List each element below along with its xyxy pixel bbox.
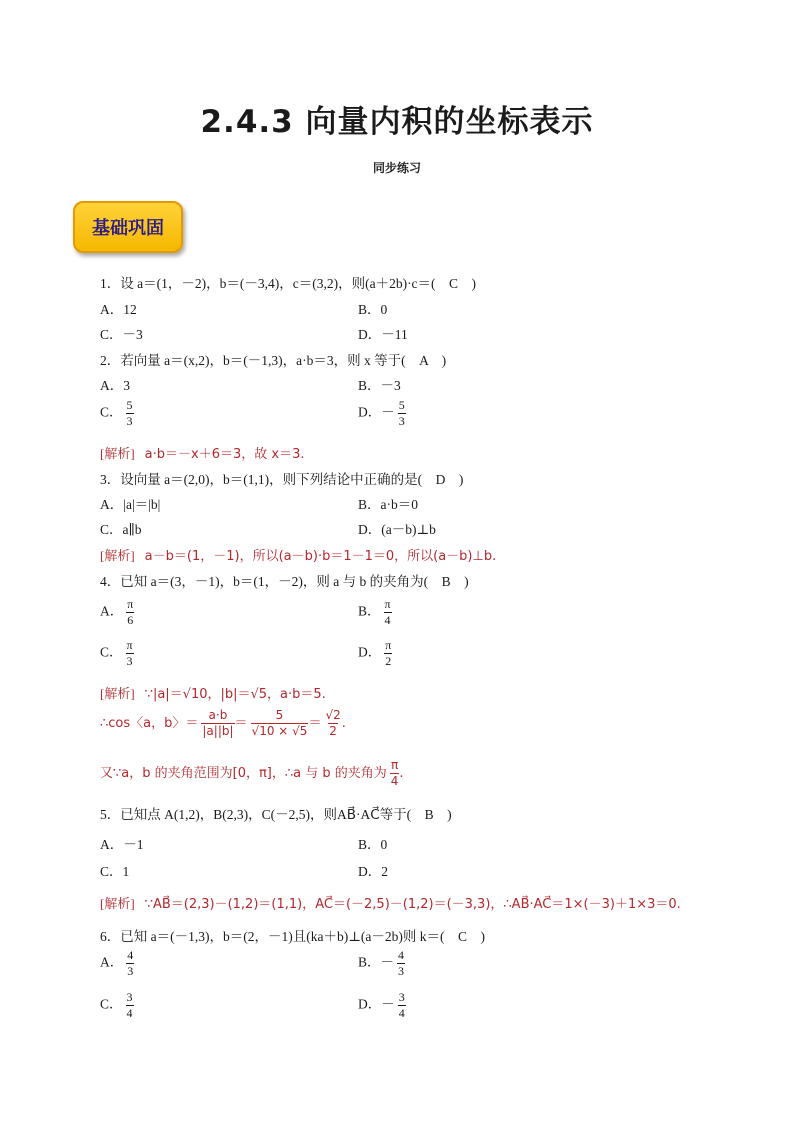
question-6-stem: 6．已知 a＝(－1,3)，b＝(2，－1)且(ka＋b)⊥(a－2b)则 k＝( C ) bbox=[100, 929, 486, 944]
analysis-text: ∵AB⃗＝(2,3)－(1,2)＝(1,1)，AC⃗＝(－2,5)－(1,2)＝(－3,3)，∴AB⃗·AC⃗＝1×(－3)＋1×3＝0. bbox=[144, 897, 681, 912]
question-4-analysis-line-3 bbox=[100, 758, 404, 789]
analysis-fraction-2 bbox=[251, 708, 309, 739]
analysis-tag: [解析] bbox=[100, 446, 135, 461]
fraction-denominator: 2 bbox=[329, 724, 337, 738]
question-5-option-a: A．－1 bbox=[100, 837, 144, 852]
fraction-denominator: 2 bbox=[385, 654, 392, 668]
question-1-option-c: C．－3 bbox=[100, 327, 143, 342]
question-2-option-c bbox=[100, 398, 134, 429]
equals-sign: ＝ bbox=[234, 716, 248, 731]
question-6-option-d bbox=[358, 990, 406, 1021]
fraction-numerator: 5 bbox=[126, 398, 133, 412]
option-fraction bbox=[384, 638, 392, 669]
option-label: D． bbox=[358, 644, 382, 660]
question-2-option-b: B．－3 bbox=[358, 378, 401, 393]
fraction-denominator: 6 bbox=[127, 613, 134, 627]
option-label: B．－ bbox=[358, 954, 395, 970]
analysis-text: 又∵a，b 的夹角范围为[0，π]，∴a 与 b 的夹角为 bbox=[100, 766, 387, 781]
fraction-denominator: 3 bbox=[398, 964, 405, 978]
fraction-denominator: √10 × √5 bbox=[251, 724, 308, 738]
fraction-numerator: 3 bbox=[398, 990, 405, 1004]
question-1-stem: 1．设 a＝(1，－2)，b＝(－3,4)，c＝(3,2)，则(a＋2b)·c＝( C ) bbox=[100, 276, 477, 291]
option-label: C． bbox=[100, 644, 123, 660]
fraction-numerator: 5 bbox=[398, 398, 405, 412]
fraction-denominator: 4 bbox=[398, 1006, 405, 1020]
question-3-stem: 3．设向量 a＝(2,0)，b＝(1,1)，则下列结论中正确的是( D ) bbox=[100, 472, 464, 487]
question-2-stem: 2．若向量 a＝(x,2)，b＝(－1,3)，a·b＝3，则 x 等于( A ) bbox=[100, 353, 447, 368]
option-fraction bbox=[397, 948, 405, 979]
question-3-option-d: D．(a－b)⊥b bbox=[358, 522, 436, 537]
option-label: A． bbox=[100, 603, 124, 619]
option-fraction bbox=[126, 638, 134, 669]
question-6-option-a bbox=[100, 948, 134, 979]
equals-sign: ＝ bbox=[308, 716, 322, 731]
fraction-numerator: π bbox=[127, 597, 134, 611]
question-4-analysis-line-2 bbox=[100, 708, 346, 739]
question-5-option-b: B．0 bbox=[358, 837, 388, 852]
analysis-tag: [解析] bbox=[100, 686, 135, 701]
fraction-denominator: 4 bbox=[384, 613, 391, 627]
question-4-stem: 4．已知 a＝(3，－1)，b＝(1，－2)，则 a 与 b 的夹角为( B ) bbox=[100, 574, 469, 589]
question-3-option-b: B．a·b＝0 bbox=[358, 497, 418, 512]
question-2-option-c-fraction bbox=[126, 398, 134, 429]
analysis-text: a－b＝(1，－1)，所以(a－b)·b＝1－1＝0，所以(a－b)⊥b. bbox=[144, 549, 497, 564]
question-2-option-a: A．3 bbox=[100, 378, 130, 393]
question-4-option-b bbox=[358, 597, 392, 628]
fraction-denominator: 3 bbox=[398, 414, 405, 428]
fraction-denominator: 3 bbox=[126, 654, 133, 668]
fraction-denominator: 4 bbox=[390, 774, 399, 788]
fraction-numerator: π bbox=[126, 638, 133, 652]
question-4-option-a bbox=[100, 597, 134, 628]
fraction-numerator: π bbox=[385, 638, 392, 652]
option-fraction bbox=[398, 990, 406, 1021]
question-5-option-c: C．1 bbox=[100, 864, 130, 879]
fraction-numerator: 5 bbox=[275, 708, 284, 722]
analysis-tag: [解析] bbox=[100, 548, 135, 563]
question-2-option-d-fraction bbox=[398, 398, 406, 429]
question-3-option-a: A．|a|＝|b| bbox=[100, 497, 161, 512]
question-4-option-d bbox=[358, 638, 392, 669]
question-1-option-d: D．－11 bbox=[358, 327, 408, 342]
analysis-text: ∵|a|＝√10，|b|＝√5，a·b＝5. bbox=[144, 687, 326, 702]
fraction-denominator: 3 bbox=[126, 414, 133, 428]
option-label: C． bbox=[100, 996, 123, 1012]
question-5-analysis bbox=[100, 893, 681, 912]
analysis-fraction-4 bbox=[390, 758, 400, 789]
fraction-numerator: π bbox=[384, 597, 391, 611]
question-2-option-c-label: C． bbox=[100, 404, 123, 420]
section-badge: 基础巩固 bbox=[73, 201, 183, 253]
option-label: D．－ bbox=[358, 996, 395, 1012]
question-6-option-c bbox=[100, 990, 134, 1021]
fraction-numerator: √2 bbox=[325, 708, 341, 722]
fraction-numerator: π bbox=[390, 758, 399, 772]
period: . bbox=[341, 716, 346, 731]
option-fraction bbox=[126, 948, 134, 979]
question-3-option-c: C．a∥b bbox=[100, 522, 142, 537]
analysis-tag: [解析] bbox=[100, 896, 135, 911]
question-5-stem: 5．已知点 A(1,2)，B(2,3)，C(－2,5)，则AB⃗·AC⃗等于( B ) bbox=[100, 807, 452, 822]
fraction-denominator: |a||b| bbox=[202, 724, 234, 738]
option-fraction bbox=[384, 597, 392, 628]
question-4-analysis-line-1 bbox=[100, 683, 326, 702]
question-2-option-d bbox=[358, 398, 406, 429]
option-fraction bbox=[126, 597, 134, 628]
option-label: B． bbox=[358, 603, 381, 619]
fraction-denominator: 3 bbox=[127, 964, 134, 978]
question-4-option-c bbox=[100, 638, 134, 669]
question-5-option-d: D．2 bbox=[358, 864, 388, 879]
fraction-denominator: 4 bbox=[126, 1006, 133, 1020]
option-fraction bbox=[126, 990, 134, 1021]
analysis-text: a·b＝－x＋6＝3，故 x＝3. bbox=[144, 447, 305, 462]
fraction-numerator: 4 bbox=[398, 948, 405, 962]
analysis-fraction-3 bbox=[324, 708, 341, 739]
period: . bbox=[399, 766, 404, 781]
question-2-option-d-label: D．－ bbox=[358, 404, 395, 420]
question-6-option-b bbox=[358, 948, 405, 979]
fraction-numerator: a·b bbox=[208, 708, 228, 722]
question-2-analysis bbox=[100, 443, 305, 462]
question-3-analysis bbox=[100, 545, 496, 564]
analysis-text: ∴cos〈a，b〉＝ bbox=[100, 716, 199, 731]
question-1-option-b: B．0 bbox=[358, 302, 388, 317]
page-title: 2.4.3 向量内积的坐标表示 bbox=[200, 104, 594, 140]
analysis-fraction-1 bbox=[201, 708, 234, 739]
question-1-option-a: A．12 bbox=[100, 302, 137, 317]
option-label: A． bbox=[100, 954, 124, 970]
fraction-numerator: 3 bbox=[126, 990, 133, 1004]
page-subtitle: 同步练习 bbox=[372, 161, 421, 175]
fraction-numerator: 4 bbox=[127, 948, 134, 962]
